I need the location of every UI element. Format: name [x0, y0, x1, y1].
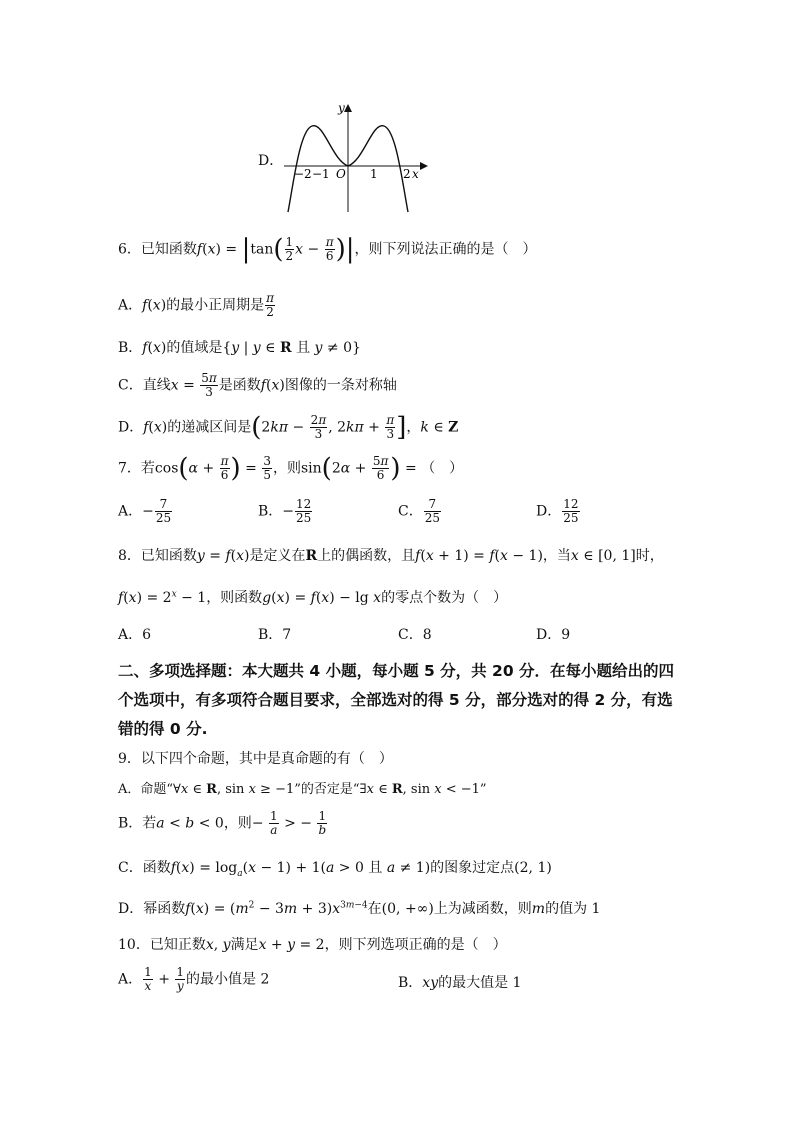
q6-option-d[interactable]: D．f(x)的递减区间是(2kπ − $\frac{2\pi}{3}$ , 2kπ + $\frac{\pi}{3}$ ]，k ∈ Z — [118, 412, 459, 443]
graph-option-label: D． — [258, 153, 284, 169]
tick-1: 1 — [370, 167, 378, 181]
tick-2: 2 — [403, 167, 411, 181]
tick-neg1: −1 — [312, 167, 330, 181]
origin-label: O — [336, 167, 346, 181]
q7-option-b[interactable]: B．− $\frac{12}{25}$ — [258, 497, 312, 525]
q8-line2: $f(x) = 2^x - 1$，则函数g(x) = f(x) − lg x的零点个数为（ ） — [118, 589, 508, 606]
q8-option-c[interactable]: C．8 — [398, 627, 432, 643]
q8-option-b[interactable]: B．7 — [258, 627, 292, 643]
q7-stem: 7．若cos(α + $\frac{\pi}{6}$ ) = $\frac{3}{5}$ ，则sin(2α + $\frac{5\pi}{6}$ ) = （ ） — [118, 453, 464, 484]
y-axis-arrow-icon — [344, 104, 352, 112]
q6-stem: 6．已知函数f(x) = |tan( $\frac{1}{2}$ x − $\frac{\pi}{6}$ )|，则下列说法正确的是（ ） — [118, 234, 537, 265]
q9-option-a[interactable]: A．命题“∀x ∈ R, sin x ≥ −1”的否定是“∃x ∈ R, sin x < −1” — [118, 782, 487, 797]
q9-option-c[interactable]: C．函数$f(x) = \log_a(x - 1) + 1(a > 0$ 且 a ≠ 1)的图象过定点(2, 1) — [118, 860, 552, 879]
q10-option-a[interactable]: A． $\frac{1}{x}$ + $\frac{1}{y}$ 的最小值是 2 — [118, 965, 270, 993]
q8-option-d[interactable]: D．9 — [536, 627, 571, 643]
q7-option-a[interactable]: A．− $\frac{7}{25}$ — [118, 497, 172, 525]
x-axis-arrow-icon — [420, 162, 428, 170]
section2-line2: 个选项中，有多项符合题目要求，全部选对的得 5 分，部分选对的得 2 分，有选 — [118, 691, 673, 709]
tick-neg2: −2 — [294, 167, 312, 181]
q9-option-b[interactable]: B．若a < b < 0，则− $\frac{1}{a}$ > − $\frac{1}{b}$ — [118, 809, 327, 837]
q6-option-c[interactable]: C．直线x = $\frac{5\pi}{3}$ 是函数f(x)图像的一条对称轴 — [118, 371, 397, 399]
q7-option-d[interactable]: D． $\frac{12}{25}$ — [536, 497, 579, 525]
function-graph — [280, 100, 440, 220]
curve-right — [348, 126, 408, 212]
q8-option-a[interactable]: A．6 — [118, 627, 152, 643]
q10-option-b[interactable]: B．xy的最大值是 1 — [398, 975, 522, 991]
q6-option-a[interactable]: A．f(x)的最小正周期是 $\frac{\pi}{2}$ — [118, 291, 275, 319]
y-label: y — [338, 101, 345, 115]
q6-option-b[interactable]: B．f(x)的值域是{y | y ∈ R 且 y ≠ 0} — [118, 340, 361, 356]
q9-stem: 9．以下四个命题，其中是真命题的有（ ） — [118, 751, 393, 767]
x-label: x — [412, 167, 419, 181]
q10-stem: 10．已知正数x, y满足x + y = 2，则下列选项正确的是（ ） — [118, 937, 507, 953]
q8-line1: 8．已知函数y = f(x)是定义在R上的偶函数，且f(x + 1) = f(x − 1)，当x ∈ [0, 1]时， — [118, 548, 664, 564]
q7-option-c[interactable]: C． $\frac{7}{25}$ — [398, 497, 440, 525]
section2-line1: 二、多项选择题：本大题共 4 小题，每小题 5 分，共 20 分．在每小题给出的四 — [118, 662, 675, 680]
q9-option-d[interactable]: D．幂函数$f(x) = (m^2 - 3m + 3)x^{3m-4}$在(0, +∞)上为减函数，则m的值为 1 — [118, 900, 601, 917]
section2-line3: 错的得 0 分. — [118, 720, 208, 738]
